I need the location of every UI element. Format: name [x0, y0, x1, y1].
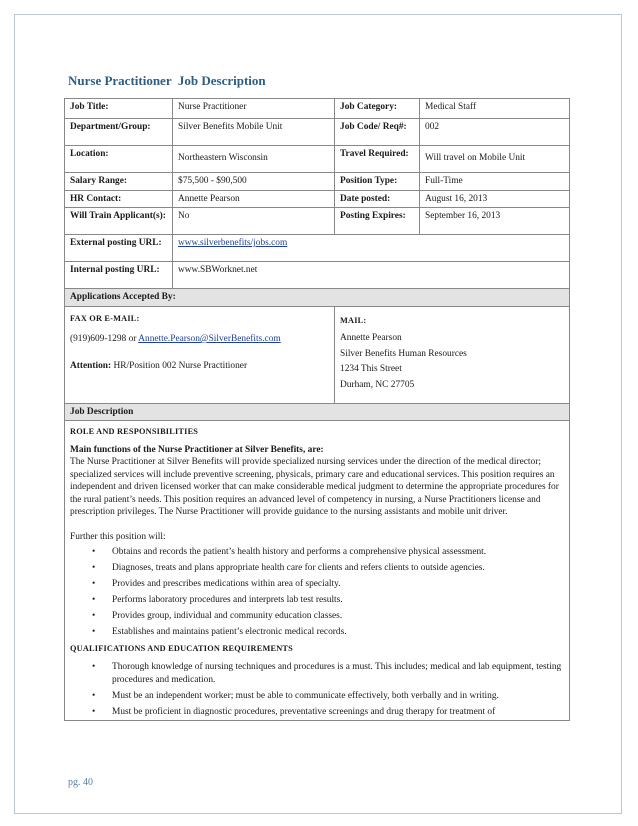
- page-number: pg. 40: [68, 777, 93, 788]
- external-url-label: External posting URL:: [65, 235, 173, 262]
- list-item: • Performs laboratory procedures and interprets lab test results.: [100, 594, 564, 607]
- qualifications-heading: QUALIFICATIONS AND EDUCATION REQUIREMENTS: [70, 643, 293, 653]
- roles-heading: ROLE AND RESPONSIBILITIES: [70, 427, 199, 436]
- department-label: Department/Group:: [65, 119, 173, 146]
- list-item: • Establishes and maintains patient’s electronic medical records.: [100, 626, 564, 639]
- further-label: Further this position will:: [70, 531, 166, 542]
- job-title-label: Job Title:: [65, 99, 173, 119]
- salary-label: Salary Range:: [65, 173, 173, 191]
- hr-contact-value: Annette Pearson: [173, 190, 335, 208]
- mail-heading: MAIL:: [340, 315, 367, 325]
- job-description-table: [64, 98, 570, 721]
- job-code-label: Job Code/ Req#:: [335, 119, 420, 146]
- location-label: Location:: [65, 146, 173, 173]
- page-title: Nurse Practitioner Job Description: [68, 73, 266, 88]
- role-paragraph: The Nurse Practitioner at Silver Benefits will provide specialized nursing services under the direction of the medical director; specialized services will include preventive screening, physicals, primary care and educational services. This position requires an independent and driven licensed worker that can make considerable medical judgment to determine the appropriate procedures for the rural patient’s needs. This position requires an advanced level of competency in nursing, a Nurse Practitioners license and prescription privileges. The Nurse Practitioner will provide guidance to the nursing assistants and mobile unit driver.: [70, 457, 559, 517]
- internal-url-value: www.SBWorknet.net: [173, 262, 570, 289]
- date-posted-value: August 16, 2013: [420, 190, 570, 208]
- qualifications-list: [70, 661, 564, 718]
- list-item: • Provides and prescribes medications within area of specialty.: [100, 578, 564, 591]
- external-url-link[interactable]: www.silverbenefits/jobs.com: [178, 238, 288, 248]
- hr-contact-label: HR Contact:: [65, 190, 173, 208]
- salary-value: $75,500 - $90,500: [173, 173, 335, 191]
- internal-url-label: Internal posting URL:: [65, 262, 173, 289]
- job-category-value: Medical Staff: [420, 99, 570, 119]
- job-title-value: Nurse Practitioner: [173, 99, 335, 119]
- mail-line: Durham, NC 27705: [340, 379, 415, 390]
- date-posted-label: Date posted:: [335, 190, 420, 208]
- job-category-label: Job Category:: [335, 99, 420, 119]
- will-train-value: No: [173, 208, 335, 235]
- position-type-label: Position Type:: [335, 173, 420, 191]
- attention-label: Attention:: [70, 360, 112, 371]
- applications-header: Applications Accepted By:: [65, 289, 570, 307]
- position-type-value: Full-Time: [420, 173, 570, 191]
- duties-list: [70, 546, 564, 639]
- fax-phone: (919)609-1298 or: [70, 334, 139, 344]
- list-item: • Provides group, individual and community education classes.: [100, 610, 564, 623]
- attention-value: HR/Position 002 Nurse Practitioner: [111, 360, 248, 371]
- job-description-header: Job Description: [65, 403, 570, 421]
- mail-line: Annette Pearson: [340, 333, 402, 343]
- travel-value: Will travel on Mobile Unit: [420, 146, 570, 173]
- list-item: • Diagnoses, treats and plans appropriate health care for clients and refers clients to outside agencies.: [100, 562, 564, 575]
- posting-expires-label: Posting Expires:: [335, 208, 420, 235]
- travel-label: Travel Required:: [335, 146, 420, 173]
- posting-expires-value: September 16, 2013: [420, 208, 570, 235]
- will-train-label: Will Train Applicant(s):: [65, 208, 173, 235]
- job-code-value: 002: [420, 119, 570, 146]
- email-link[interactable]: Annette.Pearson@SilverBenefits.com: [138, 334, 281, 344]
- mail-line: 1234 This Street: [340, 364, 402, 374]
- fax-email-heading: FAX OR E-MAIL:: [70, 313, 140, 323]
- department-value: Silver Benefits Mobile Unit: [173, 119, 335, 146]
- list-item: • Must be an independent worker; must be able to communicate effectively, both verbally and in writing.: [100, 690, 564, 703]
- list-item: • Thorough knowledge of nursing techniques and procedures is a must. This includes; medical and lab equipment, testing procedures and medication.: [100, 661, 564, 686]
- main-functions-heading: Main functions of the Nurse Practitioner at Silver Benefits, are:: [70, 444, 324, 455]
- mail-line: Silver Benefits Human Resources: [340, 348, 467, 359]
- location-value: Northeastern Wisconsin: [173, 146, 335, 173]
- list-item: • Must be proficient in diagnostic procedures, preventative screenings and drug therapy for treatment of: [100, 706, 564, 719]
- list-item: • Obtains and records the patient’s health history and performs a comprehensive physical assessment.: [100, 546, 564, 559]
